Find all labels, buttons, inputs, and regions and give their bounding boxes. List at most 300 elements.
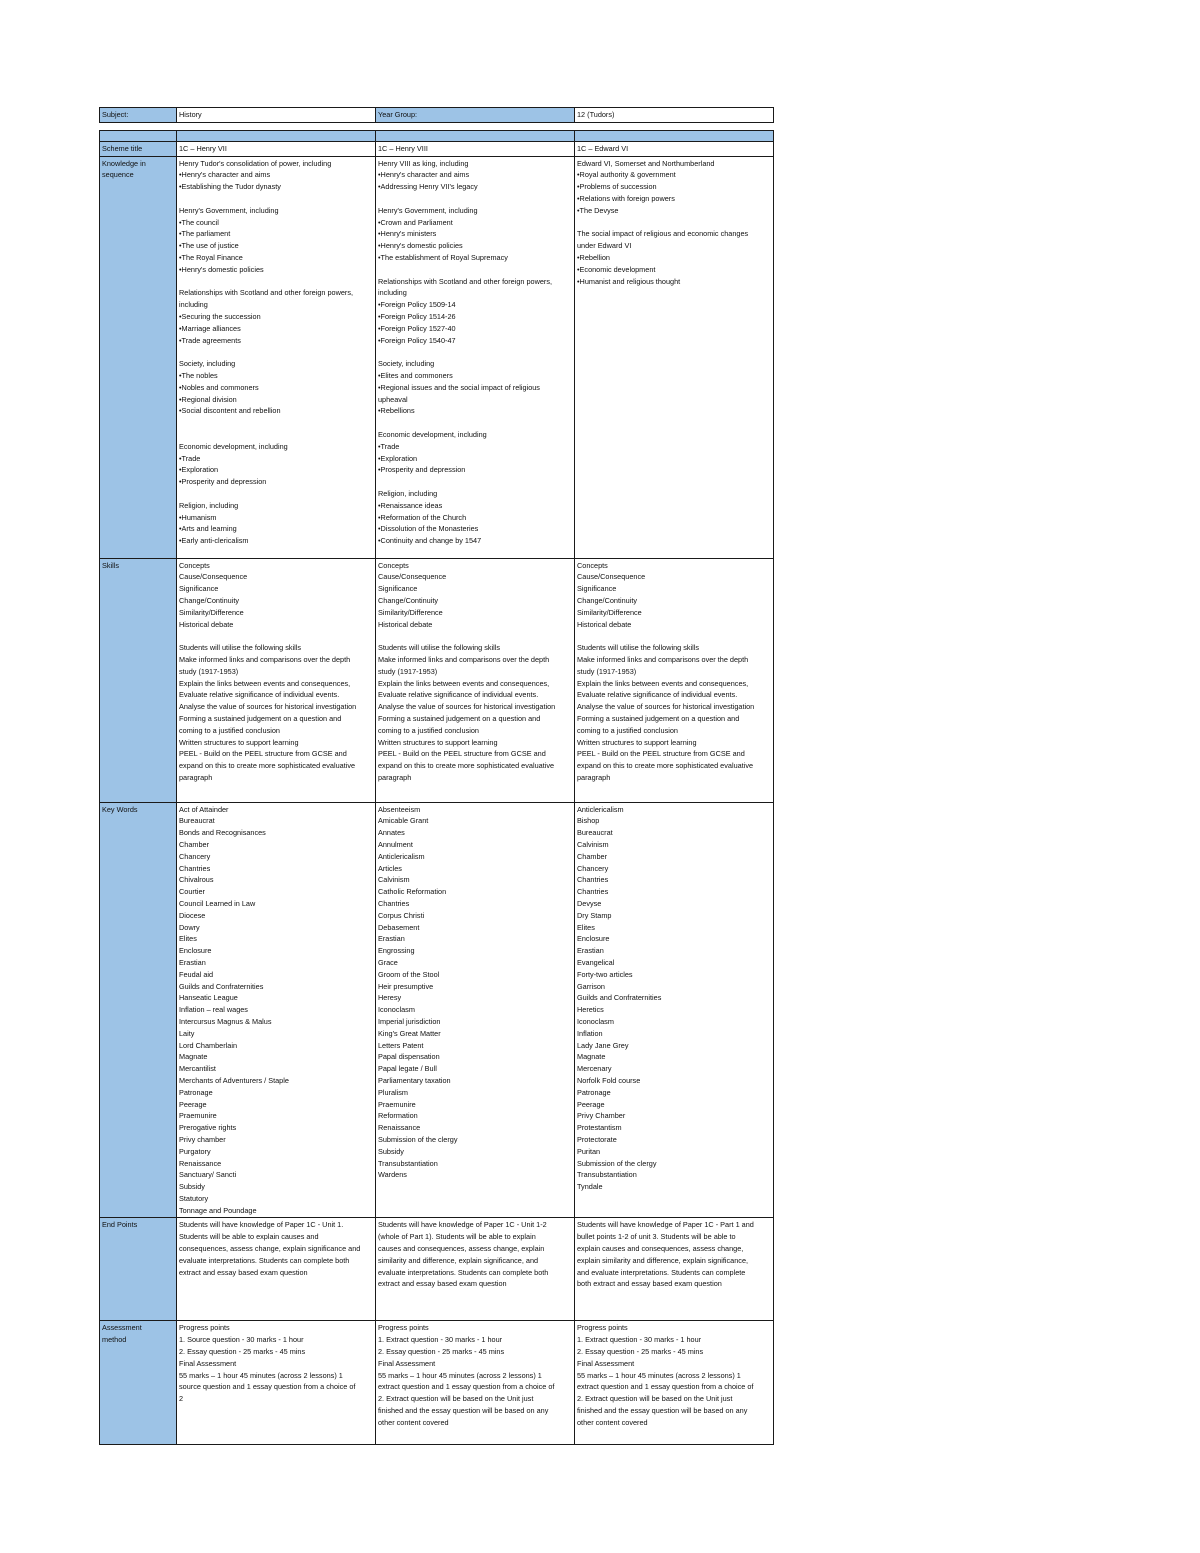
cell-line: Heretics	[577, 1005, 604, 1015]
cell-line: under Edward VI	[577, 241, 632, 251]
cell-line: Lord Chamberlain	[179, 1040, 238, 1050]
cell-line: Progress points	[577, 1323, 628, 1333]
cell-line: •Henry's domestic policies	[179, 264, 264, 274]
cell-line: •Problems of succession	[577, 182, 657, 192]
cell-line: •Trade agreements	[179, 335, 241, 345]
cell-line: Change/Continuity	[179, 595, 240, 605]
cell-line: study (1917-1953)	[577, 666, 637, 676]
cell-line: paragraph	[378, 772, 412, 782]
cell-line: Erastian	[179, 957, 206, 967]
cell-line: •Renaissance ideas	[378, 500, 443, 510]
cell-line: including	[378, 288, 407, 298]
cell-line: similarity and difference, explain significance, and	[378, 1255, 539, 1265]
end-points-henry-vii	[177, 1218, 376, 1321]
cell-line: •Royal authority & government	[577, 170, 676, 180]
assessment-henry-viii	[376, 1321, 575, 1445]
cell-line: Devyse	[577, 898, 602, 908]
assessment-label	[100, 1321, 177, 1445]
skills-row	[100, 558, 774, 802]
cell-line: •Trade	[179, 453, 201, 463]
cell-line: Iconoclasm	[577, 1016, 614, 1026]
cell-line: Corpus Christi	[378, 910, 425, 920]
cell-line: •Foreign Policy 1540-47	[378, 335, 456, 345]
cell-line: Forming a sustained judgement on a question and	[179, 713, 342, 723]
cell-line: Privy chamber	[179, 1134, 226, 1144]
cell-line: Act of Attainder	[179, 804, 229, 814]
cell-line: •The parliament	[179, 229, 231, 239]
cell-line: Chamber	[577, 851, 608, 861]
cell-line: Subsidy	[179, 1182, 205, 1192]
skills-henry-vii	[177, 558, 376, 802]
cell-line: Sanctuary/ Sancti	[179, 1170, 237, 1180]
cell-line: •The establishment of Royal Supremacy	[378, 252, 508, 262]
knowledge-edward-vi	[575, 156, 774, 558]
cell-line	[179, 276, 373, 288]
cell-line: Cause/Consequence	[179, 572, 248, 582]
cell-line: Chivalrous	[179, 875, 214, 885]
cell-line: expand on this to create more sophisticated evaluative	[179, 761, 356, 771]
cell-line	[378, 264, 572, 276]
cell-line: •Reformation of the Church	[378, 512, 467, 522]
cell-line: Evaluate relative significance of individual events.	[577, 690, 738, 700]
cell-line: •The council	[179, 217, 219, 227]
cell-line: Students will utilise the following skills	[179, 643, 302, 653]
cell-line: Iconoclasm	[378, 1005, 415, 1015]
cell-line: Groom of the Stool	[378, 969, 440, 979]
scheme-title-row	[100, 141, 774, 156]
cell-line: Students will have knowledge of Paper 1C - Unit 1-2	[378, 1220, 547, 1230]
cell-line: Calvinism	[577, 839, 609, 849]
cell-line: Cause/Consequence	[378, 572, 447, 582]
cell-line: Norfolk Fold course	[577, 1075, 641, 1085]
cell-line: Anticlericalism	[577, 804, 624, 814]
cell-line: evaluate interpretations. Students can complete both	[378, 1267, 549, 1277]
cell-line: Students will utilise the following skills	[378, 643, 501, 653]
cell-line: •Foreign Policy 1509-14	[378, 300, 456, 310]
cell-line: Analyse the value of sources for historical investigation	[378, 702, 556, 712]
cell-line: Chantries	[378, 898, 410, 908]
cell-line: Enclosure	[577, 934, 610, 944]
cell-line: •Elites and commoners	[378, 370, 453, 380]
cell-line: Forty-two articles	[577, 969, 633, 979]
skills-label: Skills	[100, 558, 177, 802]
cell-line: Written structures to support learning	[577, 737, 697, 747]
cell-line: Written structures to support learning	[378, 737, 498, 747]
cell-line: Articles	[378, 863, 402, 873]
cell-line: consequences, assess change, explain significance and	[179, 1244, 361, 1254]
cell-line: Tonnage and Poundage	[179, 1205, 257, 1215]
cell-line: Debasement	[378, 922, 420, 932]
keywords-henry-vii	[177, 802, 376, 1218]
cell-line: Henry's Government, including	[378, 205, 478, 215]
cell-line: •Humanist and religious thought	[577, 276, 681, 286]
cell-line: Mercantilist	[179, 1064, 216, 1074]
cell-line: Students will be able to explain causes and	[179, 1232, 319, 1242]
cell-line: finished and the essay question will be based on any	[378, 1406, 549, 1416]
cell-line: •The use of justice	[179, 241, 239, 251]
cell-line: Evangelical	[577, 957, 615, 967]
cell-line: Pluralism	[378, 1087, 409, 1097]
cell-line: •Establishing the Tudor dynasty	[179, 182, 281, 192]
cell-line: Elites	[577, 922, 595, 932]
keywords-row	[100, 802, 774, 1218]
cell-line: Absenteeism	[378, 804, 421, 814]
cell-line: Religion, including	[378, 488, 438, 498]
cell-line: Enclosure	[179, 946, 212, 956]
cell-line: Praemunire	[378, 1099, 416, 1109]
assessment-henry-vii	[177, 1321, 376, 1445]
band-cell	[177, 130, 376, 141]
cell-line: King's Great Matter	[378, 1028, 441, 1038]
cell-line: Engrossing	[378, 946, 415, 956]
cell-line: Reformation	[378, 1111, 418, 1121]
cell-line: Magnate	[179, 1052, 208, 1062]
cell-line: 1. Extract question - 30 marks - 1 hour	[577, 1335, 702, 1345]
cell-line: Explain the links between events and consequences,	[577, 678, 749, 688]
cell-line: Dowry	[179, 922, 200, 932]
cell-line: Henry's Government, including	[179, 205, 279, 215]
cell-line: Evaluate relative significance of individual events.	[378, 690, 539, 700]
cell-line: Make informed links and comparisons over the depth	[577, 654, 749, 664]
cell-line: •Humanism	[179, 512, 217, 522]
cell-line: Significance	[577, 584, 617, 594]
cell-line: Relationships with Scotland and other foreign powers,	[378, 276, 553, 286]
cell-line: Students will have knowledge of Paper 1C - Part 1 and	[577, 1220, 754, 1230]
cell-line: Renaissance	[378, 1123, 421, 1133]
cell-line	[179, 193, 373, 205]
cell-line: paragraph	[179, 772, 213, 782]
cell-line: •Social discontent and rebellion	[179, 406, 281, 416]
cell-line: Society, including	[179, 359, 236, 369]
cell-line: Bureaucrat	[577, 828, 613, 838]
cell-line: Submission of the clergy	[577, 1158, 657, 1168]
knowledge-label	[100, 156, 177, 558]
cell-line: •Foreign Policy 1514-26	[378, 311, 456, 321]
subject-value: History	[177, 108, 376, 123]
cell-line: Evaluate relative significance of individual events.	[179, 690, 340, 700]
cell-line: coming to a justified conclusion	[577, 725, 678, 735]
cell-line	[179, 417, 373, 429]
cell-line: Inflation – real wages	[179, 1005, 248, 1015]
cell-line: •Henry's ministers	[378, 229, 437, 239]
cell-line: 1. Source question - 30 marks - 1 hour	[179, 1335, 304, 1345]
cell-line: source question and 1 essay question from a choice of	[179, 1382, 356, 1392]
cell-line: •The Royal Finance	[179, 252, 243, 262]
year-group-label: Year Group:	[376, 108, 575, 123]
cell-line: Final Assessment	[179, 1358, 237, 1368]
cell-line: Cause/Consequence	[577, 572, 646, 582]
cell-line: •Dissolution of the Monasteries	[378, 524, 479, 534]
cell-line: Students will have knowledge of Paper 1C - Unit 1.	[179, 1220, 344, 1230]
cell-line: Similarity/Difference	[179, 607, 244, 617]
cell-line: Diocese	[179, 910, 206, 920]
cell-line: Subsidy	[378, 1146, 404, 1156]
cell-line: Transubstantiation	[378, 1158, 438, 1168]
cell-line: Explain the links between events and consequences,	[378, 678, 550, 688]
cell-line: Patronage	[179, 1087, 213, 1097]
subject-label: Subject:	[100, 108, 177, 123]
cell-line: Erastian	[378, 934, 405, 944]
cell-line: other content covered	[577, 1417, 648, 1427]
cell-line	[378, 476, 572, 488]
cell-line: method	[102, 1335, 127, 1345]
cell-line: •Henry's character and aims	[378, 170, 470, 180]
cell-line: extract and essay based exam question	[179, 1267, 308, 1277]
cell-line: Amicable Grant	[378, 816, 429, 826]
cell-line: Erastian	[577, 946, 604, 956]
cell-line: Merchants of Adventurers / Staple	[179, 1075, 289, 1085]
cell-line	[378, 417, 572, 429]
cell-line: •Arts and learning	[179, 524, 237, 534]
curriculum-table	[99, 107, 774, 1445]
cell-line: •Exploration	[179, 465, 219, 475]
cell-line: study (1917-1953)	[179, 666, 239, 676]
keywords-henry-viii	[376, 802, 575, 1218]
cell-line: Submission of the clergy	[378, 1134, 458, 1144]
spacer-row	[100, 122, 774, 130]
cell-line: •Addressing Henry VII's legacy	[378, 182, 478, 192]
cell-line: Make informed links and comparisons over the depth	[378, 654, 550, 664]
cell-line: Grace	[378, 957, 398, 967]
cell-line: Anticlericalism	[378, 851, 425, 861]
cell-line: PEEL - Build on the PEEL structure from GCSE and	[378, 749, 546, 759]
cell-line	[179, 488, 373, 500]
cell-line: (whole of Part 1). Students will be able to explain	[378, 1232, 536, 1242]
end-points-edward-vi	[575, 1218, 774, 1321]
cell-line: •Early anti-clericalism	[179, 536, 249, 546]
cell-line: Analyse the value of sources for historical investigation	[179, 702, 357, 712]
cell-line: Historical debate	[179, 619, 234, 629]
cell-line: expand on this to create more sophisticated evaluative	[378, 761, 555, 771]
scheme-title-edward-vi: 1C – Edward VI	[575, 141, 774, 156]
cell-line: and evaluate interpretations. Students can complete	[577, 1267, 746, 1277]
cell-line: Economic development, including	[179, 441, 288, 451]
cell-line: Henry VIII as king, including	[378, 158, 469, 168]
cell-line: Make informed links and comparisons over the depth	[179, 654, 351, 664]
scheme-title-henry-vii: 1C – Henry VII	[177, 141, 376, 156]
cell-line: finished and the essay question will be based on any	[577, 1406, 748, 1416]
cell-line: Explain the links between events and consequences,	[179, 678, 351, 688]
cell-line: explain similarity and difference, explain significance,	[577, 1255, 749, 1265]
cell-line: Statutory	[179, 1193, 209, 1203]
cell-line: explain causes and consequences, assess change,	[577, 1244, 744, 1254]
skills-henry-viii	[376, 558, 575, 802]
cell-line: •Nobles and commoners	[179, 382, 259, 392]
cell-line: coming to a justified conclusion	[378, 725, 479, 735]
cell-line: •Foreign Policy 1527-40	[378, 323, 456, 333]
skills-edward-vi	[575, 558, 774, 802]
cell-line: Catholic Reformation	[378, 887, 447, 897]
band-cell	[376, 130, 575, 141]
scheme-title-henry-viii: 1C – Henry VIII	[376, 141, 575, 156]
cell-line: Similarity/Difference	[378, 607, 443, 617]
band-cell	[575, 130, 774, 141]
cell-line: 2. Extract question will be based on the Unit just	[378, 1394, 534, 1404]
cell-line: Economic development, including	[378, 429, 487, 439]
cell-line: Bishop	[577, 816, 600, 826]
cell-line: extract and essay based exam question	[378, 1279, 507, 1289]
cell-line: Puritan	[577, 1146, 601, 1156]
knowledge-henry-vii	[177, 156, 376, 558]
cell-line: 2. Essay question - 25 marks - 45 mins	[179, 1347, 306, 1357]
cell-line: Wardens	[378, 1170, 407, 1180]
cell-line: •Rebellion	[577, 252, 610, 262]
cell-line: Forming a sustained judgement on a question and	[378, 713, 541, 723]
cell-line: •Crown and Parliament	[378, 217, 453, 227]
cell-line: 55 marks – 1 hour 45 minutes (across 2 lessons) 1	[179, 1370, 343, 1380]
cell-line: Mercenary	[577, 1064, 612, 1074]
knowledge-row	[100, 156, 774, 558]
cell-line: Chantries	[179, 863, 211, 873]
blue-band-row	[100, 130, 774, 141]
cell-line: Letters Patent	[378, 1040, 424, 1050]
cell-line: Calvinism	[378, 875, 410, 885]
cell-line: Heir presumptive	[378, 981, 434, 991]
cell-line: Imperial jurisdiction	[378, 1016, 441, 1026]
cell-line: Heresy	[378, 993, 402, 1003]
cell-line: Laity	[179, 1028, 195, 1038]
cell-line: Students will utilise the following skills	[577, 643, 700, 653]
cell-line: 55 marks – 1 hour 45 minutes (across 2 lessons) 1	[378, 1370, 542, 1380]
cell-line	[577, 630, 771, 642]
keywords-edward-vi	[575, 802, 774, 1218]
cell-line: Edward VI, Somerset and Northumberland	[577, 158, 715, 168]
end-points-row	[100, 1218, 774, 1321]
cell-line: •Marriage alliances	[179, 323, 241, 333]
cell-line: Protestantism	[577, 1123, 622, 1133]
cell-line: 2. Essay question - 25 marks - 45 mins	[378, 1347, 505, 1357]
cell-line: extract question and 1 essay question from a choice of	[577, 1382, 754, 1392]
cell-line: Chantries	[577, 887, 609, 897]
cell-line: Final Assessment	[577, 1358, 635, 1368]
cell-line: Forming a sustained judgement on a question and	[577, 713, 740, 723]
cell-line: sequence	[102, 170, 134, 180]
cell-line: Prerogative rights	[179, 1123, 237, 1133]
cell-line: Inflation	[577, 1028, 603, 1038]
cell-line: Annates	[378, 828, 405, 838]
cell-line: Historical debate	[577, 619, 632, 629]
cell-line: Analyse the value of sources for historical investigation	[577, 702, 755, 712]
cell-line	[179, 429, 373, 441]
cell-line: •Securing the succession	[179, 311, 261, 321]
cell-line: Intercursus Magnus & Malus	[179, 1016, 272, 1026]
cell-line: 2	[179, 1394, 184, 1404]
cell-line: Hanseatic League	[179, 993, 238, 1003]
cell-line: Change/Continuity	[378, 595, 439, 605]
cell-line: PEEL - Build on the PEEL structure from GCSE and	[577, 749, 745, 759]
cell-line: Council Learned in Law	[179, 898, 256, 908]
cell-line: Change/Continuity	[577, 595, 638, 605]
cell-line: •Regional division	[179, 394, 237, 404]
cell-line: Dry Stamp	[577, 910, 612, 920]
cell-line: Knowledge in	[102, 158, 146, 168]
end-points-label: End Points	[100, 1218, 177, 1321]
cell-line: Papal dispensation	[378, 1052, 440, 1062]
cell-line: 2. Extract question will be based on the Unit just	[577, 1394, 733, 1404]
cell-line: including	[179, 300, 208, 310]
cell-line: •Henry's character and aims	[179, 170, 271, 180]
cell-line: Written structures to support learning	[179, 737, 299, 747]
cell-line: Papal legate / Bull	[378, 1064, 437, 1074]
cell-line: Historical debate	[378, 619, 433, 629]
curriculum-sheet	[99, 107, 773, 1445]
cell-line: Chantries	[577, 875, 609, 885]
scheme-title-label: Scheme title	[100, 141, 177, 156]
cell-line	[378, 193, 572, 205]
cell-line: bullet points 1-2 of unit 3. Students will be able to	[577, 1232, 736, 1242]
year-group-value: 12 (Tudors)	[575, 108, 774, 123]
cell-line: Chancery	[577, 863, 609, 873]
cell-line: The social impact of religious and economic changes	[577, 229, 749, 239]
cell-line: Bonds and Recognisances	[179, 828, 266, 838]
cell-line: Bureaucrat	[179, 816, 215, 826]
cell-line: upheaval	[378, 394, 408, 404]
cell-line: Purgatory	[179, 1146, 211, 1156]
cell-line: Tyndale	[577, 1182, 603, 1192]
cell-line: Renaissance	[179, 1158, 222, 1168]
cell-line: evaluate interpretations. Students can complete both	[179, 1255, 350, 1265]
cell-line: 1. Extract question - 30 marks - 1 hour	[378, 1335, 503, 1345]
cell-line: Annulment	[378, 839, 413, 849]
cell-line: 2. Essay question - 25 marks - 45 mins	[577, 1347, 704, 1357]
cell-line	[577, 217, 771, 229]
cell-line: Progress points	[179, 1323, 230, 1333]
cell-line: Peerage	[179, 1099, 207, 1109]
end-points-henry-viii	[376, 1218, 575, 1321]
cell-line: •Prosperity and depression	[179, 477, 267, 487]
cell-line: PEEL - Build on the PEEL structure from GCSE and	[179, 749, 347, 759]
cell-line: Chancery	[179, 851, 211, 861]
cell-line: •Continuity and change by 1547	[378, 536, 482, 546]
cell-line: Lady Jane Grey	[577, 1040, 629, 1050]
cell-line: Transubstantiation	[577, 1170, 637, 1180]
cell-line: Chamber	[179, 839, 210, 849]
cell-line: Privy Chamber	[577, 1111, 626, 1121]
cell-line: Relationships with Scotland and other foreign powers,	[179, 288, 354, 298]
cell-line: study (1917-1953)	[378, 666, 438, 676]
cell-line: Parliamentary taxation	[378, 1075, 451, 1085]
keywords-label: Key Words	[100, 802, 177, 1218]
cell-line: Guilds and Confraternities	[577, 993, 662, 1003]
cell-line: •Prosperity and depression	[378, 465, 466, 475]
knowledge-henry-viii	[376, 156, 575, 558]
header-row	[100, 108, 774, 123]
cell-line: Final Assessment	[378, 1358, 436, 1368]
cell-line: Society, including	[378, 359, 435, 369]
cell-line: Progress points	[378, 1323, 429, 1333]
cell-line: •Henry's domestic policies	[378, 241, 463, 251]
cell-line: Courtier	[179, 887, 205, 897]
cell-line: Significance	[378, 584, 418, 594]
cell-line: Concepts	[179, 560, 210, 570]
assessment-edward-vi	[575, 1321, 774, 1445]
cell-line: Henry Tudor's consolidation of power, including	[179, 158, 332, 168]
cell-line	[378, 346, 572, 358]
cell-line: Feudal aid	[179, 969, 214, 979]
cell-line	[179, 346, 373, 358]
band-label-cell	[100, 130, 177, 141]
cell-line: Patronage	[577, 1087, 611, 1097]
cell-line: Peerage	[577, 1099, 605, 1109]
cell-line: other content covered	[378, 1417, 449, 1427]
cell-line: causes and consequences, assess change, explain	[378, 1244, 545, 1254]
cell-line: expand on this to create more sophisticated evaluative	[577, 761, 754, 771]
cell-line: •The Devyse	[577, 205, 619, 215]
cell-line	[179, 630, 373, 642]
cell-line: •Exploration	[378, 453, 418, 463]
cell-line: •Relations with foreign powers	[577, 193, 675, 203]
assessment-row	[100, 1321, 774, 1445]
